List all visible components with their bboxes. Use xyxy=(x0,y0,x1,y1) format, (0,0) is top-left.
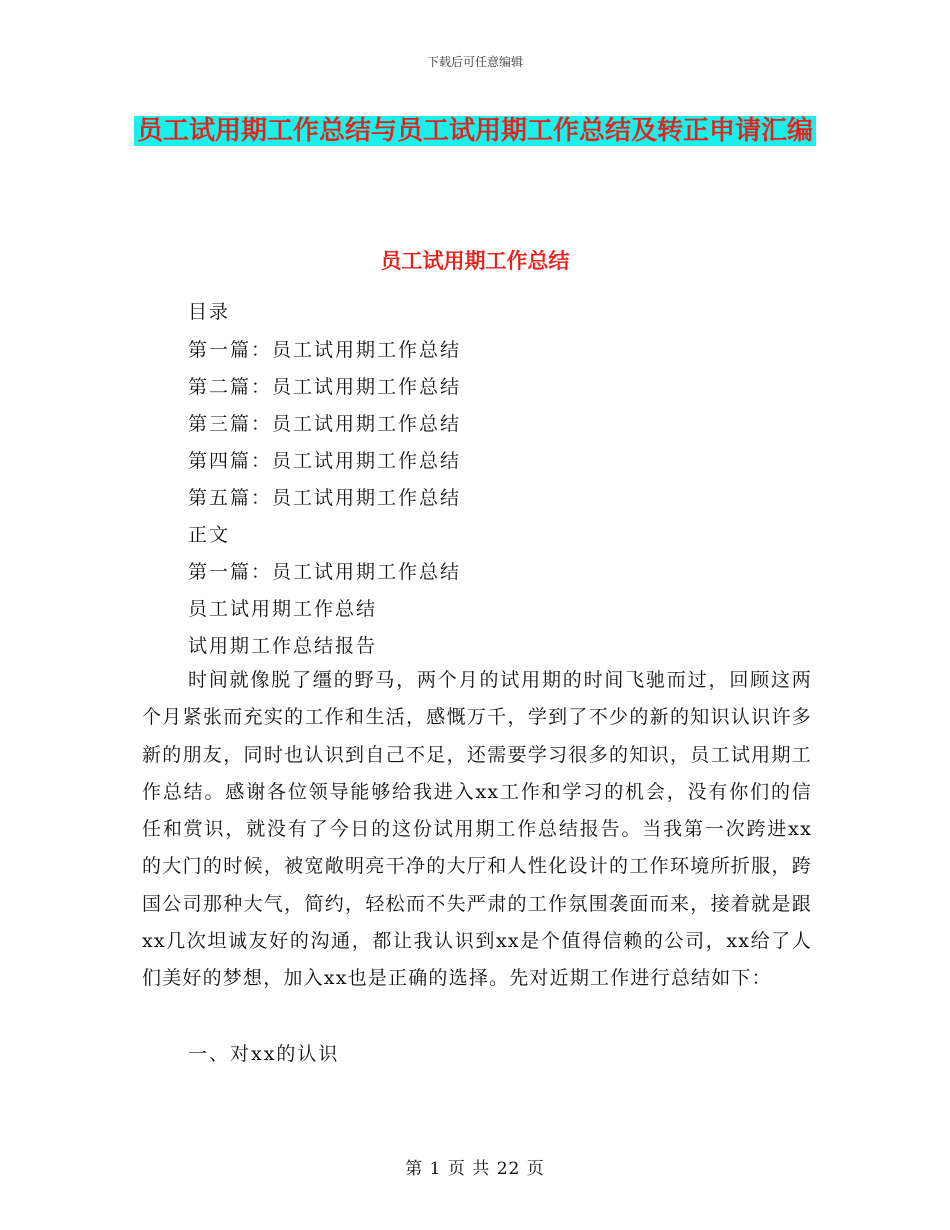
toc-item: 第一篇：员工试用期工作总结 xyxy=(188,339,462,361)
header-note: 下载后可任意编辑 xyxy=(426,55,523,69)
toc-item: 第二篇：员工试用期工作总结 xyxy=(188,376,462,398)
section-title: 员工试用期工作总结 xyxy=(380,249,570,273)
section-heading: 一、对xx的认识 xyxy=(188,1043,340,1065)
body-paragraph: 时间就像脱了缰的野马，两个月的试用期的时间飞驰而过，回顾这两个月紧张而充实的工作和生活，感慨万千，学到了不少的新的知识认识许多新的朋友，同时也认识到自己不足，还需要学习很多的知识，员工试用期工作总结。感谢各位领导能够给我进入xx工作和学习的机会，没有你们的信任和赏识，就没有了今日的这份试用期工作总结报告。当我第一次跨进xx的大门的时候，被宽敞明亮干净的大厅和人性化设计的工作环境所折服，跨国公司那种大气，简约，轻松而不失严肃的工作氛围袭面而来，接着就是跟xx几次坦诚友好的沟通，都让我认识到xx是个值得信赖的公司，xx给了人们美好的梦想，加入xx也是正确的选择。先对近期工作进行总结如下： xyxy=(142,669,812,990)
toc-item: 第五篇：员工试用期工作总结 xyxy=(188,487,462,509)
part-title: 第一篇：员工试用期工作总结 xyxy=(188,561,462,583)
toc-heading: 目录 xyxy=(188,301,231,323)
report-title: 试用期工作总结报告 xyxy=(188,635,378,657)
main-title-text: 员工试用期工作总结与员工试用期工作总结及转正申请汇编 xyxy=(134,116,816,146)
page-footer: 第 1 页 共 22 页 xyxy=(405,1159,545,1179)
toc-item: 第四篇：员工试用期工作总结 xyxy=(188,450,462,472)
toc-item: 第三篇：员工试用期工作总结 xyxy=(188,413,462,435)
body-heading: 正文 xyxy=(188,524,231,546)
main-title xyxy=(130,108,820,155)
doc-title: 员工试用期工作总结 xyxy=(188,598,378,620)
